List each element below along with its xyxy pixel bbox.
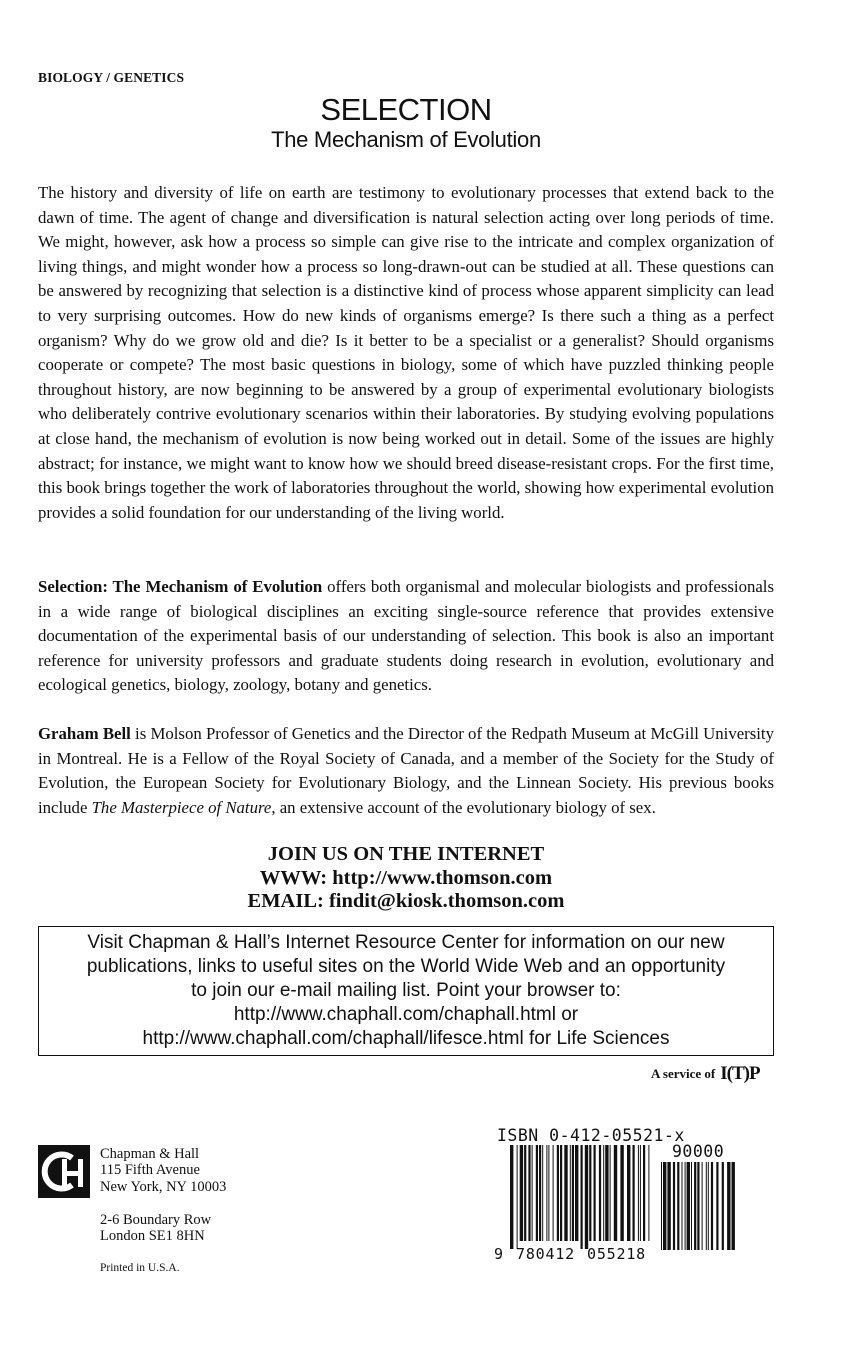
barcode-bar: [614, 1145, 617, 1241]
description-paragraph: The history and diversity of life on earth are testimony to evolutionary processes that extend back to the dawn of time. The agent of change and diversification is natural selection acting over long periods of time. We might, however, ask how a process so simple can give rise to the intricate and complex organization of living things, and might wonder how a process so long-drawn-out can be studied at all. These questions can be answered by recognizing that selection is a distinctive kind of process whose apparent simplicity can lead to very surprising outcomes. How do new kinds of organisms emerge? Is there such a thing as a perfect organism? Why do we grow old and die? Is it better to be a specialist or a generalist? Should organisms cooperate or compete? The most basic questions in biology, some of which have puzzled thinking people throughout history, are now beginning to be answered by a group of experimental evolutionary biologists who deliberately contrive evolutionary scenarios within their laboratories. By studying evolving populations at close hand, the mechanism of evolution is now being worked out in detail. Some of the issues are highly abstract; for instance, we might want to know how we should breed disease-resistant crops. For the first time, this book brings together the work of laboratories throughout the world, showing how experimental evolution provides a solid foundation for our understanding of the living world.: [38, 183, 774, 522]
barcode-bar: [581, 1145, 583, 1249]
barcode-digits-right: 055218: [587, 1245, 646, 1263]
barcode-bar: [532, 1145, 533, 1241]
barcode-bar: [572, 1145, 574, 1241]
barcode-bar: [697, 1162, 699, 1250]
barcode-bar: [553, 1145, 554, 1241]
resource-line: to join our e-mail mailing list. Point your browser to:: [191, 980, 621, 1001]
barcode-bar: [694, 1162, 696, 1250]
barcode-bar: [589, 1145, 591, 1241]
addon-barcode: [661, 1162, 741, 1264]
barcode-bar: [605, 1145, 608, 1241]
summary-paragraph: [38, 575, 774, 698]
publisher-name: Chapman & Hall: [100, 1146, 200, 1162]
barcode-bar: [528, 1145, 530, 1241]
barcode-bar: [663, 1162, 666, 1250]
barcode-bar: [594, 1145, 596, 1241]
author-bio: [38, 722, 774, 820]
barcode-bar: [517, 1145, 518, 1249]
author-bio-text: is Molson Professor of Genetics and the Director of the Redpath Museum at McGill University in Montreal. He is a Fellow of the Royal Society of Canada, and a member of the Society for the Study of Evolution, the European Society for Evolutionary Biology, and the Linnean Society. His previous books include: [38, 724, 774, 817]
barcode-bar: [732, 1162, 735, 1250]
barcode-bar: [727, 1162, 730, 1250]
author-previous-book: The Masterpiece of Nature: [91, 797, 272, 817]
barcode-bar: [640, 1145, 641, 1241]
publisher-address-us-city: New York, NY 10003: [100, 1179, 227, 1195]
barcode-bar: [633, 1145, 635, 1241]
barcode-digits-left: 780412: [516, 1245, 575, 1263]
resource-link[interactable]: http://www.chaphall.com/chaphall/lifesce.html for Life Sciences: [142, 1028, 670, 1049]
barcode-bar: [599, 1145, 601, 1241]
category-label: BIOLOGY / GENETICS: [38, 70, 185, 85]
barcode-digit-first: 9: [494, 1245, 504, 1263]
resource-line: publications, links to useful sites on the World Wide Web and an opportunity: [86, 956, 726, 977]
barcode-bar: [722, 1162, 724, 1250]
barcode-bar: [648, 1145, 649, 1241]
barcode-bar: [702, 1162, 703, 1250]
barcode-bar: [520, 1145, 523, 1241]
barcode-bar: [575, 1145, 578, 1241]
author-bio-text-end: , an extensive account of the evolutionary biology of sex.: [271, 797, 656, 817]
internet-www[interactable]: WWW: http://www.thomson.com: [259, 867, 553, 889]
barcode-bar: [546, 1145, 547, 1241]
barcode-bar: [627, 1145, 630, 1241]
price-code: 90000: [672, 1142, 725, 1161]
isbn-label: ISBN 0-412-05521-x: [497, 1126, 685, 1145]
chapman-hall-logo: [38, 1145, 90, 1198]
barcode-bar: [610, 1145, 611, 1241]
book-subtitle: The Mechanism of Evolution: [271, 127, 541, 152]
barcode-bar: [557, 1145, 559, 1241]
resource-line: Visit Chapman & Hall’s Internet Resource Center for information on our new: [87, 932, 725, 953]
barcode-bar: [564, 1145, 567, 1241]
barcode-bar: [716, 1162, 718, 1250]
barcode-bar: [706, 1162, 707, 1250]
author-name: Graham Bell: [38, 724, 131, 743]
internet-heading: JOIN US ON THE INTERNET: [267, 843, 545, 865]
barcode-bar: [708, 1162, 709, 1250]
barcode-bar: [510, 1145, 513, 1249]
barcode-bar: [685, 1162, 686, 1250]
service-label: A service of: [651, 1066, 716, 1081]
barcode-bar: [560, 1145, 562, 1241]
barcode-bar: [661, 1162, 662, 1250]
barcode-bar: [638, 1145, 639, 1241]
barcode-bar: [603, 1145, 604, 1241]
barcode-bar: [711, 1162, 713, 1250]
summary-book-title: Selection: The Mechanism of Evolution: [38, 577, 323, 596]
barcode-bar: [667, 1162, 670, 1250]
barcode-bar: [677, 1162, 679, 1250]
service-credit: [651, 1063, 760, 1085]
barcode-bar: [620, 1145, 623, 1241]
barcode-bar: [687, 1162, 690, 1250]
summary-text: offers both organismal and molecular biologists and professionals in a wide range of biological disciplines an exciting single-source reference that provides extensive documentation of the experimental basis of our understanding of selection. This book is also an important reference for university professors and graduate students doing research in evolution, evolutionary and ecological genetics, biology, zoology, botany and genetics.: [38, 577, 774, 695]
itp-logo: I(T)P: [720, 1063, 760, 1084]
barcode-bar: [585, 1145, 588, 1249]
resource-link[interactable]: http://www.chaphall.com/chaphall.html or: [233, 1004, 579, 1025]
publisher-address-uk-city: London SE1 8HN: [100, 1228, 205, 1244]
barcode-bar: [548, 1145, 549, 1241]
barcode-bar: [539, 1145, 541, 1241]
barcode-bar: [536, 1145, 538, 1241]
barcode-bar: [691, 1162, 692, 1250]
book-title: SELECTION: [320, 92, 492, 127]
barcode-bar: [570, 1145, 571, 1241]
resource-center-box: [38, 926, 774, 1056]
printed-in: Printed in U.S.A.: [100, 1262, 180, 1274]
barcode-bar: [682, 1162, 683, 1250]
publisher-address-uk: 2-6 Boundary Row: [100, 1212, 212, 1228]
internet-email[interactable]: EMAIL: findit@kiosk.thomson.com: [247, 890, 565, 912]
barcode-bar: [542, 1145, 543, 1241]
barcode-bar: [524, 1145, 526, 1241]
publisher-address-us: 115 Fifth Avenue: [100, 1162, 200, 1178]
barcode-bar: [643, 1145, 645, 1241]
barcode-bar: [673, 1162, 675, 1250]
